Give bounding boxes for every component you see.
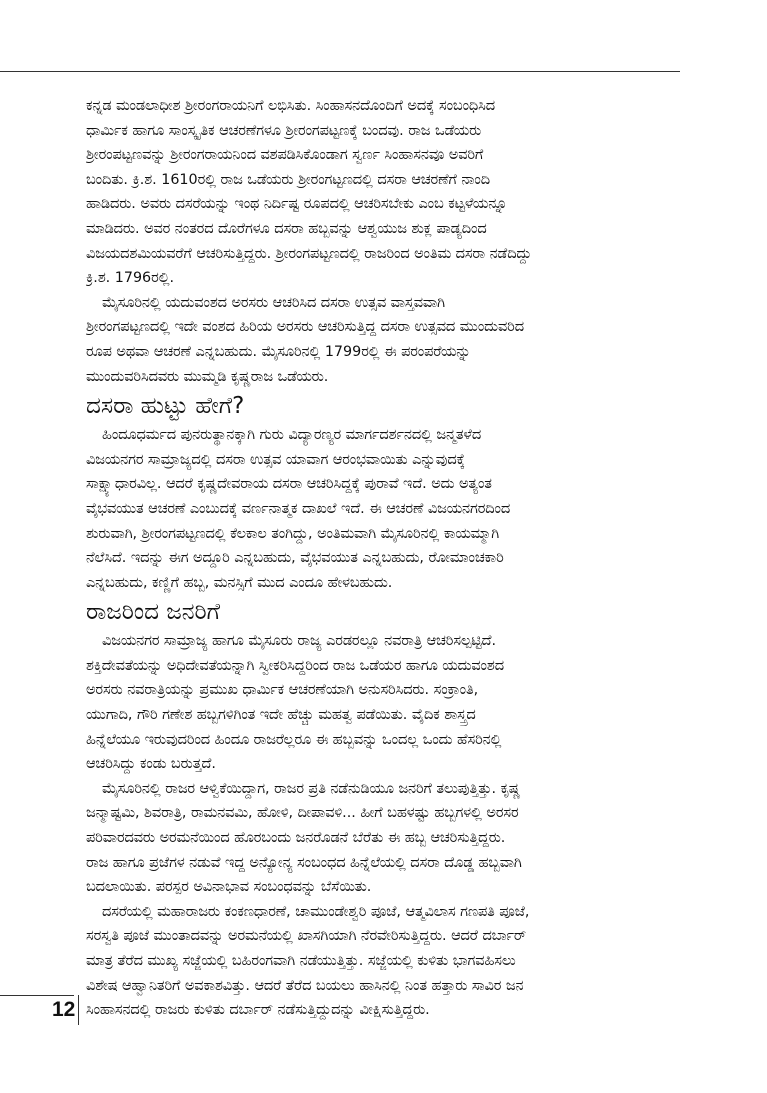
text-line: ಹಿನ್ನೆಲೆಯೂ ಇರುವುದರಿಂದ ಹಿಂದೂ ರಾಜರೆಲ್ಲರೂ ಈ ಹಬ್ಬವನ್ನು ಒಂದಲ್ಲ ಒಂದು ಹೆಸರಿನಲ್ಲಿ: [86, 731, 502, 748]
text-line: ವಿಜಯನಗರ ಸಾಮ್ರಾಜ್ಯ ಹಾಗೂ ಮೈಸೂರು ರಾಜ್ಯ ಎರಡರಲ್ಲೂ ನವರಾತ್ರಿ ಆಚರಿಸಲ್ಪಟ್ಟಿದೆ.: [102, 633, 497, 650]
paragraph-2: [86, 291, 686, 389]
text-line: ಹಾಡಿದರು. ಅವರು ದಸರೆಯನ್ನು ಇಂಥ ನಿರ್ದಿಷ್ಟ ರೂಪದಲ್ಲಿ ಆಚರಿಸಬೇಕು ಎಂಬ ಕಟ್ಟಳೆಯನ್ನೂ: [86, 196, 508, 213]
text-line: ವಿಜಯನಗರ ಸಾಮ್ರಾಜ್ಯದಲ್ಲಿ ದಸರಾ ಉತ್ಸವ ಯಾವಾಗ ಆರಂಭವಾಯಿತು ಎನ್ನುವುದಕ್ಕೆ: [86, 451, 465, 468]
text-line: ಶ್ರೀರಂಗಪಟ್ಟಣದಲ್ಲಿ ಇದೇ ವಂಶದ ಹಿರಿಯ ಅರಸರು ಆಚರಿಸುತ್ತಿದ್ದ ದಸರಾ ಉತ್ಸವದ ಮುಂದುವರಿದ: [86, 319, 524, 336]
paragraph-5: [86, 777, 686, 900]
text-line: ಮೈಸೂರಿನಲ್ಲಿ ಯದುವಂಶದ ಅರಸರು ಆಚರಿಸಿದ ದಸರಾ ಉತ್ಸವ ವಾಸ್ತವವಾಗಿ: [102, 294, 445, 311]
text-line: ಯುಗಾದಿ, ಗೌರಿ ಗಣೇಶ ಹಬ್ಬಗಳಿಗಿಂತ ಇದೇ ಹೆಚ್ಚು ಮಹತ್ವ ಪಡೆಯಿತು. ವೈದಿಕ ಶಾಸ್ತ್ರದ: [86, 707, 476, 724]
text-line: ಸಾಕ್ಷ್ಯಾಧಾರವಿಲ್ಲ. ಆದರೆ ಕೃಷ್ಣದೇವರಾಯ ದಸರಾ ಆಚರಿಸಿದ್ದಕ್ಕೆ ಪುರಾವೆ ಇದೆ. ಅದು ಅತ್ಯಂತ: [86, 476, 492, 493]
text-line: ಅರಸರು ನವರಾತ್ರಿಯನ್ನು ಪ್ರಮುಖ ಧಾರ್ಮಿಕ ಆಚರಣೆಯಾಗಿ ಅನುಸರಿಸಿದರು. ಸಂಕ್ರಾಂತಿ,: [86, 682, 479, 699]
text-line: ಶುರುವಾಗಿ, ಶ್ರೀರಂಗಪಟ್ಟಣದಲ್ಲಿ ಕೆಲಕಾಲ ತಂಗಿದ್ದು, ಅಂತಿಮವಾಗಿ ಮೈಸೂರಿನಲ್ಲಿ ಕಾಯಮ್ಮಾಗಿ: [86, 525, 500, 542]
paragraph-6: [86, 900, 686, 1023]
paragraph-4: [86, 629, 686, 777]
text-line: ನೆಲೆಸಿದೆ. ಇದನ್ನು ಈಗ ಅದ್ದೂರಿ ಎನ್ನಬಹುದು, ವೈಭವಯುತ ಎನ್ನಬಹುದು, ರೋಮಾಂಚಕಾರಿ: [86, 550, 504, 567]
text-line: ದಸರೆಯಲ್ಲಿ ಮಹಾರಾಜರು ಕಂಕಣಧಾರಣೆ, ಚಾಮುಂಡೇಶ್ವರಿ ಪೂಜೆ, ಆತ್ಮವಿಲಾಸ ಗಣಪತಿ ಪೂಜೆ,: [102, 903, 530, 920]
text-line: ಧಾರ್ಮಿಕ ಹಾಗೂ ಸಾಂಸ್ಕೃತಿಕ ಆಚರಣೆಗಳೂ ಶ್ರೀರಂಗಪಟ್ಟಣಕ್ಕೆ ಬಂದವು. ರಾಜ ಒಡೆಯರು: [86, 122, 482, 139]
text-line: ಮಾಡಿದರು. ಅವರ ನಂತರದ ದೊರೆಗಳೂ ದಸರಾ ಹಬ್ಬವನ್ನು ಆಶ್ವಯುಜ ಶುಕ್ಲ ಪಾಡ್ಯದಿಂದ: [86, 220, 487, 237]
page-body: [86, 94, 686, 1023]
text-line: ಸಿಂಹಾಸನದಲ್ಲಿ ರಾಜರು ಕುಳಿತು ದರ್ಬಾರ್ ನಡೆಸುತ್ತಿದ್ದುದನ್ನು ವೀಕ್ಷಿಸುತ್ತಿದ್ದರು.: [86, 1002, 430, 1019]
section-heading: ರಾಜರಿಂದ ಜನರಿಗೆ: [86, 599, 220, 626]
text-line: ಕನ್ನಡ ಮಂಡಲಾಧೀಶ ಶ್ರೀರಂಗರಾಯನಿಗೆ ಲಭಿಸಿತು. ಸಿಂಹಾಸನದೊಂದಿಗೆ ಅದಕ್ಕೆ ಸಂಬಂಧಿಸಿದ: [86, 98, 495, 114]
text-line: ಮುಂದುವರಿಸಿದವರು ಮುಮ್ಮಡಿ ಕೃಷ್ಣರಾಜ ಒಡೆಯರು.: [86, 368, 329, 385]
paragraph-3: [86, 423, 686, 595]
text-line: ವಿಶೇಷ ಆಹ್ವಾನಿತರಿಗೆ ಅವಕಾಶವಿತ್ತು. ಆದರೆ ತೆರೆದ ಬಯಲು ಹಾಸಿನಲ್ಲಿ ನಿಂತ ಹತ್ತಾರು ಸಾವಿರ ಜನ: [86, 977, 524, 994]
text-line: ಶಕ್ತಿದೇವತೆಯನ್ನು ಅಧಿದೇವತೆಯನ್ನಾಗಿ ಸ್ವೀಕರಿಸಿದ್ದರಿಂದ ರಾಜ ಒಡೆಯರ ಹಾಗೂ ಯದುವಂಶದ: [86, 657, 504, 674]
section-heading: ದಸರಾ ಹುಟ್ಟು ಹೇಗೆ?: [86, 393, 245, 420]
text-line: ಪರಿವಾರದವರು ಅರಮನೆಯಿಂದ ಹೊರಬಂದು ಜನರೊಡನೆ ಬೆರೆತು ಈ ಹಬ್ಬ ಆಚರಿಸುತ್ತಿದ್ದರು.: [86, 830, 506, 847]
text-line: ಎನ್ನಬಹುದು, ಕಣ್ಣಿಗೆ ಹಬ್ಬ, ಮನಸ್ಸಿಗೆ ಮುದ ಎಂದೂ ಹೇಳಬಹುದು.: [86, 574, 393, 591]
text-line: ಜನ್ಮಾಷ್ಟಮಿ, ಶಿವರಾತ್ರಿ, ರಾಮನವಮಿ, ಹೋಳಿ, ದೀಪಾವಳಿ... ಹೀಗೆ ಬಹಳಷ್ಟು ಹಬ್ಬಗಳಲ್ಲಿ ಅರಸರ: [86, 805, 519, 822]
text-line: ಕ್ರಿ.ಶ. 1796ರಲ್ಲಿ.: [86, 270, 175, 287]
text-line: ಹಿಂದೂಧರ್ಮದ ಪುನರುತ್ಥಾನಕ್ಕಾಗಿ ಗುರು ವಿದ್ಯಾರಣ್ಯರ ಮಾರ್ಗದರ್ಶನದಲ್ಲಿ ಜನ್ಮತಳೆದ: [102, 427, 482, 444]
text-line: ಮಾತ್ರ ತೆರೆದ ಮುಖ್ಯ ಸಜ್ಜೆಯಲ್ಲಿ ಬಹಿರಂಗವಾಗಿ ನಡೆಯುತ್ತಿತ್ತು. ಸಜ್ಜೆಯಲ್ಲಿ ಕುಳಿತು ಭಾಗವಹಿಸಲು: [86, 953, 516, 969]
text-line: ಸರಸ್ವತಿ ಪೂಜೆ ಮುಂತಾದವನ್ನು ಅರಮನೆಯಲ್ಲಿ ಖಾಸಗಿಯಾಗಿ ನೆರವೇರಿಸುತ್ತಿದ್ದರು. ಆದರೆ ದರ್ಬಾರ್: [86, 928, 527, 945]
footer-divider: [78, 995, 79, 1025]
text-line: ಆಚರಿಸಿದ್ದು ಕಂಡು ಬರುತ್ತದೆ.: [86, 756, 216, 773]
text-line: ರೂಪ ಅಥವಾ ಆಚರಣೆ ಎನ್ನಬಹುದು. ಮೈಸೂರಿನಲ್ಲಿ 1799ರಲ್ಲಿ ಈ ಪರಂಪರೆಯನ್ನು: [86, 343, 471, 360]
text-line: ವೈಭವಯುತ ಆಚರಣೆ ಎಂಬುದಕ್ಕೆ ವರ್ಣನಾತ್ಮಕ ದಾಖಲೆ ಇದೆ. ಈ ಆಚರಣೆ ವಿಜಯನಗರದಿಂದ: [86, 500, 511, 517]
text-line: ವಿಜಯದಶಮಿಯವರೆಗೆ ಆಚರಿಸುತ್ತಿದ್ದರು. ಶ್ರೀರಂಗಪಟ್ಟಣದಲ್ಲಿ ರಾಜರಿಂದ ಅಂತಿಮ ದಸರಾ ನಡೆದಿದ್ದು: [86, 245, 532, 262]
top-rule: [0, 71, 680, 72]
footer-rule: [0, 995, 74, 996]
text-line: ರಾಜ ಹಾಗೂ ಪ್ರಜೆಗಳ ನಡುವೆ ಇದ್ದ ಅನ್ಯೋನ್ಯ ಸಂಬಂಧದ ಹಿನ್ನೆಲೆಯಲ್ಲಿ ದಸರಾ ದೊಡ್ಡ ಹಬ್ಬವಾಗಿ: [86, 854, 522, 871]
page-number: 12: [52, 998, 76, 1021]
text-line: ಮೈಸೂರಿನಲ್ಲಿ ರಾಜರ ಆಳ್ವಿಕೆಯಿದ್ದಾಗ, ರಾಜರ ಪ್ರತಿ ನಡೆನುಡಿಯೂ ಜನರಿಗೆ ತಲುಪುತ್ತಿತ್ತು. ಕೃಷ್ಣ: [102, 780, 521, 797]
text-line: ಶ್ರೀರಂಪಟ್ಟಣವನ್ನು ಶ್ರೀರಂಗರಾಯನಿಂದ ವಶಪಡಿಸಿಕೊಂಡಾಗ ಸ್ವರ್ಣ ಸಿಂಹಾಸನವೂ ಅವರಿಗೆ: [86, 147, 484, 164]
text-line: ಬಂದಿತು. ಕ್ರಿ.ಶ. 1610ರಲ್ಲಿ ರಾಜ ಒಡೆಯರು ಶ್ರೀರಂಗಟ್ಟಣದಲ್ಲಿ ದಸರಾ ಆಚರಣೆಗೆ ನಾಂದಿ: [86, 171, 490, 188]
text-line: ಬದಲಾಯಿತು. ಪರಸ್ಪರ ಅವಿನಾಭಾವ ಸಂಬಂಧವನ್ನು ಬೆಸೆಯಿತು.: [86, 879, 372, 896]
paragraph-1: [86, 94, 686, 291]
